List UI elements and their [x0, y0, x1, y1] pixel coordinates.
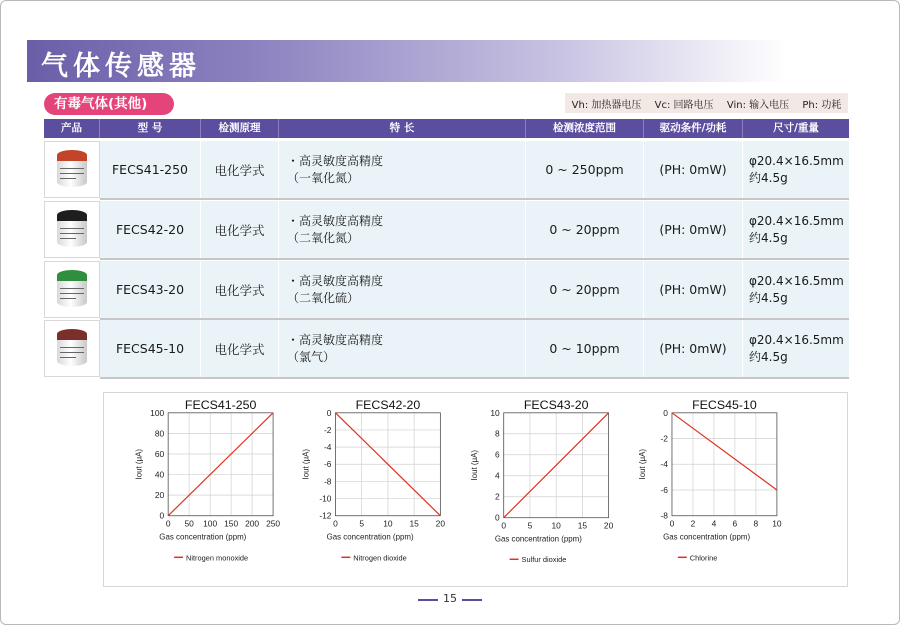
title-banner — [27, 40, 787, 82]
feature-cell — [279, 141, 526, 198]
header-power: 驱动条件/功耗 — [644, 119, 743, 138]
size-dimensions: φ20.4×16.5mm — [749, 273, 844, 288]
model-cell: FECS42-20 — [100, 201, 201, 258]
x-tick-label: 100 — [203, 518, 218, 529]
size-cell — [743, 201, 849, 258]
sensor-icon — [57, 210, 87, 250]
legend-label: Nitrogen monoxide — [186, 553, 249, 563]
series-line — [168, 413, 273, 516]
y-tick-label: -12 — [319, 510, 332, 521]
product-image — [44, 201, 100, 258]
y-tick-label: 0 — [495, 512, 500, 523]
y-tick-label: 10 — [490, 407, 500, 418]
feature-cell — [279, 261, 526, 318]
y-tick-label: -8 — [660, 510, 669, 521]
feature-line: ・高灵敏度高精度 — [287, 273, 384, 288]
size-dimensions: φ20.4×16.5mm — [749, 213, 844, 228]
sensor-icon — [57, 329, 87, 369]
y-tick-label: 0 — [159, 510, 165, 521]
model-cell: FECS45-10 — [100, 320, 201, 377]
size-cell — [743, 261, 849, 318]
x-tick-label: 250 — [266, 518, 281, 529]
y-tick-label: -2 — [660, 433, 669, 444]
sensor-icon — [57, 270, 87, 310]
table-header — [44, 119, 849, 138]
header-principle: 检测原理 — [201, 119, 279, 138]
symbol-legend — [565, 93, 848, 113]
size-cell — [743, 141, 849, 198]
row-divider — [100, 377, 849, 379]
x-tick-label: 8 — [753, 518, 759, 529]
legend-label: Nitrogen dioxide — [353, 553, 407, 563]
feature-cell — [279, 201, 526, 258]
feature-gas: （一氧化氮） — [287, 170, 360, 185]
size-weight: 约4.5g — [749, 349, 788, 364]
x-tick-label: 0 — [333, 518, 338, 529]
x-tick-label: 0 — [669, 518, 675, 529]
y-tick-label: 20 — [154, 490, 165, 501]
x-tick-label: 20 — [435, 518, 446, 529]
y-tick-label: 0 — [326, 407, 332, 418]
y-tick-label: -6 — [324, 459, 332, 470]
x-tick-label: 15 — [577, 520, 588, 531]
y-tick-label: -2 — [324, 424, 332, 435]
x-tick-label: 150 — [224, 518, 239, 529]
product-image — [44, 141, 100, 198]
size-dimensions: φ20.4×16.5mm — [749, 332, 844, 347]
x-tick-label: 4 — [711, 518, 717, 529]
legend-vh: Vh: 加热器电压 — [571, 99, 642, 111]
footer-line-right — [462, 599, 482, 601]
x-tick-label: 15 — [409, 518, 419, 529]
series-line — [672, 413, 777, 490]
size-dimensions: φ20.4×16.5mm — [749, 153, 844, 168]
feature-gas: （二氧化硫） — [287, 290, 360, 305]
x-tick-label: 0 — [501, 520, 507, 531]
header-product: 产品 — [44, 119, 100, 138]
y-axis-label: Iout (μA) — [469, 450, 479, 481]
row-divider — [100, 258, 849, 260]
page-title: 气体传感器 — [41, 51, 201, 82]
legend-vc: Vc: 回路电压 — [654, 99, 714, 111]
size-weight: 约4.5g — [749, 230, 788, 245]
chart-title: FECS41-250 — [184, 397, 257, 412]
y-tick-label: -4 — [324, 442, 332, 453]
y-tick-label: 6 — [495, 449, 500, 460]
principle-cell: 电化学式 — [201, 261, 279, 318]
feature-cell — [279, 320, 526, 377]
x-tick-label: 10 — [551, 520, 561, 531]
y-tick-label: 2 — [495, 491, 500, 502]
x-tick-label: 5 — [527, 520, 533, 531]
chart-title: FECS43-20 — [523, 397, 589, 412]
principle-cell: 电化学式 — [201, 320, 279, 377]
feature-line: ・高灵敏度高精度 — [287, 153, 384, 168]
power-cell: (PH: 0mW) — [644, 141, 743, 198]
x-tick-label: 6 — [732, 518, 738, 529]
y-tick-label: 80 — [154, 428, 165, 439]
size-weight: 约4.5g — [749, 170, 788, 185]
range-cell: 0 ~ 10ppm — [526, 320, 644, 377]
y-tick-label: -8 — [324, 476, 332, 487]
range-cell: 0 ~ 250ppm — [526, 141, 644, 198]
charts-panel — [103, 392, 848, 587]
row-divider — [100, 198, 849, 200]
chart-title: FECS45-10 — [692, 397, 757, 412]
size-cell — [743, 320, 849, 377]
y-tick-label: -6 — [660, 484, 669, 495]
table-row — [44, 261, 849, 318]
legend-ph: Ph: 功耗 — [802, 99, 842, 111]
table-row — [44, 320, 849, 377]
principle-cell: 电化学式 — [201, 141, 279, 198]
table-row — [44, 141, 849, 198]
y-tick-label: -10 — [319, 493, 332, 504]
range-cell: 0 ~ 20ppm — [526, 201, 644, 258]
chart-title: FECS42-20 — [355, 397, 421, 412]
power-cell: (PH: 0mW) — [644, 201, 743, 258]
sensor-icon — [57, 150, 87, 190]
range-cell: 0 ~ 20ppm — [526, 261, 644, 318]
x-tick-label: 10 — [772, 518, 782, 529]
y-tick-label: -4 — [660, 459, 669, 470]
x-axis-label: Gas concentration (ppm) — [326, 532, 414, 542]
x-tick-label: 10 — [383, 518, 393, 529]
header-model: 型 号 — [100, 119, 201, 138]
x-tick-label: 50 — [184, 518, 194, 529]
header-range: 检测浓度范围 — [526, 119, 644, 138]
y-axis-label: Iout (μA) — [134, 449, 144, 480]
legend-label: Chlorine — [689, 553, 718, 563]
y-tick-label: 0 — [663, 407, 669, 418]
y-axis-label: Iout (μA) — [638, 449, 648, 480]
x-tick-label: 5 — [359, 518, 365, 529]
y-axis-label: Iout (μA) — [301, 449, 311, 480]
power-cell: (PH: 0mW) — [644, 320, 743, 377]
category-label: 有毒气体(其他) — [44, 93, 174, 115]
y-tick-label: 100 — [150, 407, 165, 418]
feature-gas: （二氧化氮） — [287, 230, 360, 245]
y-tick-label: 4 — [495, 470, 500, 481]
table-row — [44, 201, 849, 258]
header-size: 尺寸/重量 — [773, 122, 819, 134]
principle-cell: 电化学式 — [201, 201, 279, 258]
header-feature: 特 长 — [279, 119, 526, 138]
x-tick-label: 20 — [603, 520, 614, 531]
x-axis-label: Gas concentration (ppm) — [494, 534, 582, 544]
y-tick-label: 8 — [495, 428, 500, 439]
power-cell: (PH: 0mW) — [644, 261, 743, 318]
x-axis-label: Gas concentration (ppm) — [663, 532, 751, 542]
model-cell: FECS43-20 — [100, 261, 201, 318]
product-image — [44, 261, 100, 318]
x-tick-label: 200 — [245, 518, 260, 529]
product-image — [44, 320, 100, 377]
legend-label: Sulfur dioxide — [521, 555, 567, 565]
y-tick-label: 40 — [154, 469, 165, 480]
size-weight: 约4.5g — [749, 290, 788, 305]
feature-line: ・高灵敏度高精度 — [287, 213, 384, 228]
legend-vin: Vin: 输入电压 — [726, 99, 790, 111]
x-axis-label: Gas concentration (ppm) — [159, 532, 247, 542]
x-tick-label: 0 — [165, 518, 171, 529]
model-cell: FECS41-250 — [100, 141, 201, 198]
y-tick-label: 60 — [154, 448, 165, 459]
feature-line: ・高灵敏度高精度 — [287, 332, 384, 347]
feature-gas: （氯气） — [287, 349, 336, 364]
x-tick-label: 2 — [690, 518, 696, 529]
page-number: 15 — [443, 592, 457, 605]
